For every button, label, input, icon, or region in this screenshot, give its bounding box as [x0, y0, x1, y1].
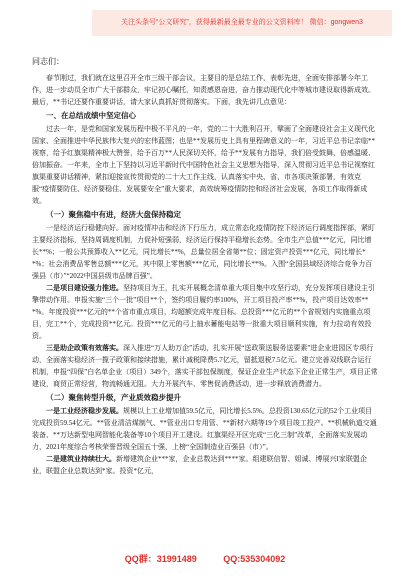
body-paragraph [32, 282, 378, 342]
paragraph-lead: 二是项目建设强力推进。 [46, 284, 123, 292]
paragraph-lead: 二是建筑业持续壮大。 [46, 455, 116, 463]
body-paragraph [32, 342, 378, 390]
salutation: 同志们： [32, 57, 64, 66]
section-heading: 一、在总结成绩中坚定信心 [46, 111, 136, 120]
section-heading: （二）聚焦转型升级，产业质效稳步提升 [46, 393, 181, 402]
footer-contacts [32, 552, 378, 565]
paragraph-lead: 一是工业经济稳步发展。 [46, 407, 123, 415]
body-paragraph: 过去一年，是党和国家发展历程中极不平凡的一年，党的二十大胜利召开，擘画了全面建设社会主义现代化国家、全面推进中华民族伟大复兴的宏伟蓝图；也是**发展历史上具有里程碑意义的一年，习近平总书记亲临**视察，给予红旗渠精神极大赞誉，给予百万**人民深切关怀，给予**发展有力指导，我们倍受鼓舞、倍感温暖、倍加振奋。一年来，全市上下坚持以习近平新时代中国特色社会主义思想为指导，深入贯彻习近平总书记视察红旗渠重要讲话精神，紧扣迎接宣传贯彻党的二十大工作主线，认真落实中央、省、市各项决策部署，有效克服“疫情要防住、经济要稳住、发展要安全”重大要求，高效统筹疫情防控和经济社会发展，各项工作取得新成效。 [32, 125, 375, 205]
paragraph-text: 坚持项目为王，扎实开展概念清单重大项目集中攻坚行动，充分发挥项目建设主引擎带动作用。申报实施“三个一批”项目**个，签约项目履约率100%，开工项目投产率**%，投产项目达效率***%。年度投资***亿元的**个省市重点项目，均超额完成年度目标。总投资***亿元的**个省规划内实施重点项目，完工**个，完成投资**亿元。投资***亿元的弓上抽水蓄能电站等一批重大项目顺利实施，有力拉动有效投资。 [32, 284, 375, 340]
paragraph-text: 深入推进“万人助万企”活动，扎实开展“送政策送服务送要素”进企业进园区专项行动，全面落实稳经济一揽子政策和接续措施，累计减税降费5.7亿元，留抵退税7.5亿元。建立完善双线联合运行机制，申报“四保”白名单企业（项目）349个，落实干部包保制度，保证企业生产状态下企业正常生产，项目正常建设，商贸正常经营，物流畅通无阻。大力开展汽车、零售促消费活动，进一步释放消费潜力。 [32, 344, 378, 388]
body-paragraph [32, 453, 378, 477]
document-page [32, 10, 378, 570]
paragraph-text: 新增建筑企业***家，企业总数达到****家。组建联信智、姐诚、博展兴I家联盟企业，联盟企业总数达到*家。投资*亿元， [32, 455, 367, 475]
qq-number: QQ:535304092 [223, 554, 286, 564]
body-paragraph: 春节刚过，我们就在这里召开全市三级干部会议，主要目的是总结工作，表彰先进，全面安排部署今年工作，进一步动员全市广大干部群众，牢记初心嘱托，知责感恩奋进，奋力推动现代化中等城市建设取得新成效。最后，**书记还要作重要讲话，请大家认真抓好贯彻落实。下面，我先讲几点意见： [32, 74, 375, 106]
document-body [32, 72, 378, 477]
promo-banner[interactable]: 关注头条号“公文研究”，获得最新最全最专业的公文资料库！ 微信：gongwen3 [92, 10, 392, 36]
paragraph-lead: 三是助企政策有效落实。 [46, 344, 123, 352]
paragraph-text: 规模以上工业增加值59.5亿元，同比增长5.5%。总投资130.65亿元的52个工业项目完成投资59.54亿元。**管业清洁煤制气、**管业出口专用管、**新材六期等19个项目竣工投产。**机械轨道交通装备、**万达新型电网智能化装备等10个项目开工建设。红旗渠经开区完成“三化三制”改革，全面落实发展动力，2021年度综合考核荣誉晋级全国五十强，上榜“全国制造业百强县（市）”。 [32, 407, 377, 451]
body-paragraph [32, 405, 378, 453]
qq-group-number: QQ群：31991489 [124, 554, 197, 564]
section-heading: （一）聚焦稳中有进，经济大盘保持稳定 [46, 210, 181, 219]
body-paragraph: 一是经济运行稳健向好。面对疫情冲击和经济下行压力，成立常态化疫情防控下经济运行调度指挥部，紧盯主要经济指标，坚持周调度机制，力促补短强弱，经济运行保持平稳增长态势。全市生产总值***亿元，同比增长**%；一般公共预算收入**亿元，同比增长**%，总量位居全省第**位；固定资产投资***亿元，同比增长**%；社会消费品零售总额***亿元，其中限上零售额***亿元，同比增长**%。入围“全国县域经济综合竞争力百强县（市）”“2022中国县级市品牌百强”。 [32, 224, 375, 280]
